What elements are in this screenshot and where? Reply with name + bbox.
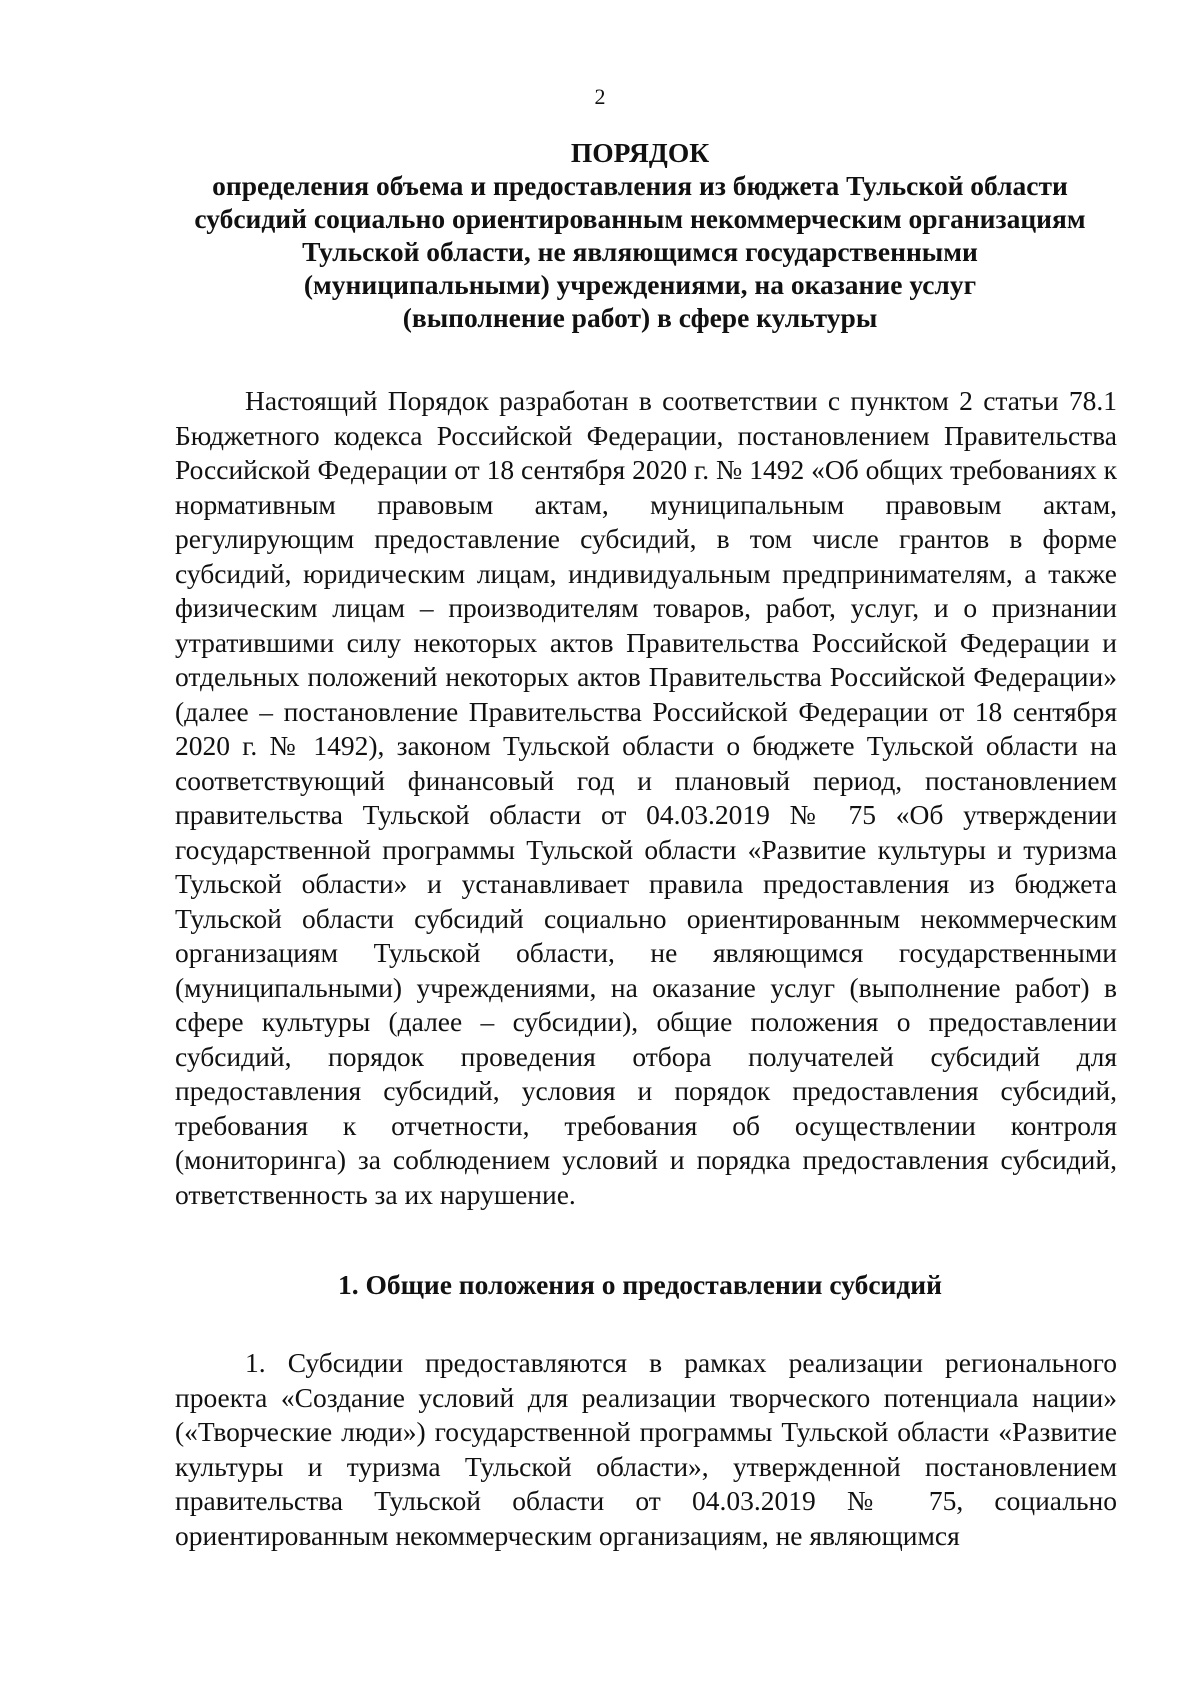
- title-line: (муниципальными) учреждениями, на оказание услуг: [303, 269, 977, 300]
- section-heading: 1. Общие положения о предоставлении субсидий: [338, 1269, 942, 1300]
- section-1-body: [175, 1346, 1117, 1553]
- title-line: (выполнение работ) в сфере культуры: [402, 302, 878, 333]
- document-title: [160, 136, 1120, 334]
- title-line: субсидий социально ориентированным некоммерческим организациям: [194, 203, 1086, 234]
- page-number: 2: [594, 84, 606, 109]
- point-1-paragraph: 1. Субсидии предоставляются в рамках реализации регионального проекта «Создание условий для реализации творческого потенциала нации» («Творческие люди») государственной программы Тульской области «Развитие культуры и туризма Тульской области», утвержденной постановлением правительства Тульской области от 04.03.2019 № 75, социально ориентированным некоммерческим организациям, не являющимся: [175, 1347, 1117, 1551]
- title-heading: ПОРЯДОК: [570, 137, 710, 168]
- intro-paragraph: Настоящий Порядок разработан в соответствии с пунктом 2 статьи 78.1 Бюджетного кодекса Российской Федерации, постановлением Правительства Российской Федерации от 18 сентября 2020 г. № 1492 «Об общих требованиях к нормативным правовым актам, муниципальным правовым актам, регулирующим предоставление субсидий, в том числе грантов в форме субсидий, юридическим лицам, индивидуальным предпринимателям, а также физическим лицам – производителям товаров, работ, услуг, и о признании утратившими силу некоторых актов Правительства Российской Федерации и отдельных положений некоторых актов Правительства Российской Федерации» (далее – постановление Правительства Российской Федерации от 18 сентября 2020 г. № 1492), законом Тульской области о бюджете Тульской области на соответствующий финансовый год и плановый период, постановлением правительства Тульской области от 04.03.2019 № 75 «Об утверждении государственной программы Тульской области «Развитие культуры и туризма Тульской области» и устанавливает правила предоставления из бюджета Тульской области субсидий социально ориентированным некоммерческим организациям Тульской области, не являющимся государственными (муниципальными) учреждениями, на оказание услуг (выполнение работ) в сфере культуры (далее – субсидии), общие положения о предоставлении субсидий, порядок проведения отбора получателей субсидий для предоставления субсидий, условия и порядок предоставления субсидий, требования к отчетности, требования об осуществлении контроля (мониторинга) за соблюдением условий и порядка предоставления субсидий, ответственность за их нарушение.: [175, 385, 1117, 1210]
- title-line: определения объема и предоставления из бюджета Тульской области: [212, 170, 1068, 201]
- intro-section: [175, 384, 1117, 1212]
- title-line: Тульской области, не являющимся государственными: [302, 236, 978, 267]
